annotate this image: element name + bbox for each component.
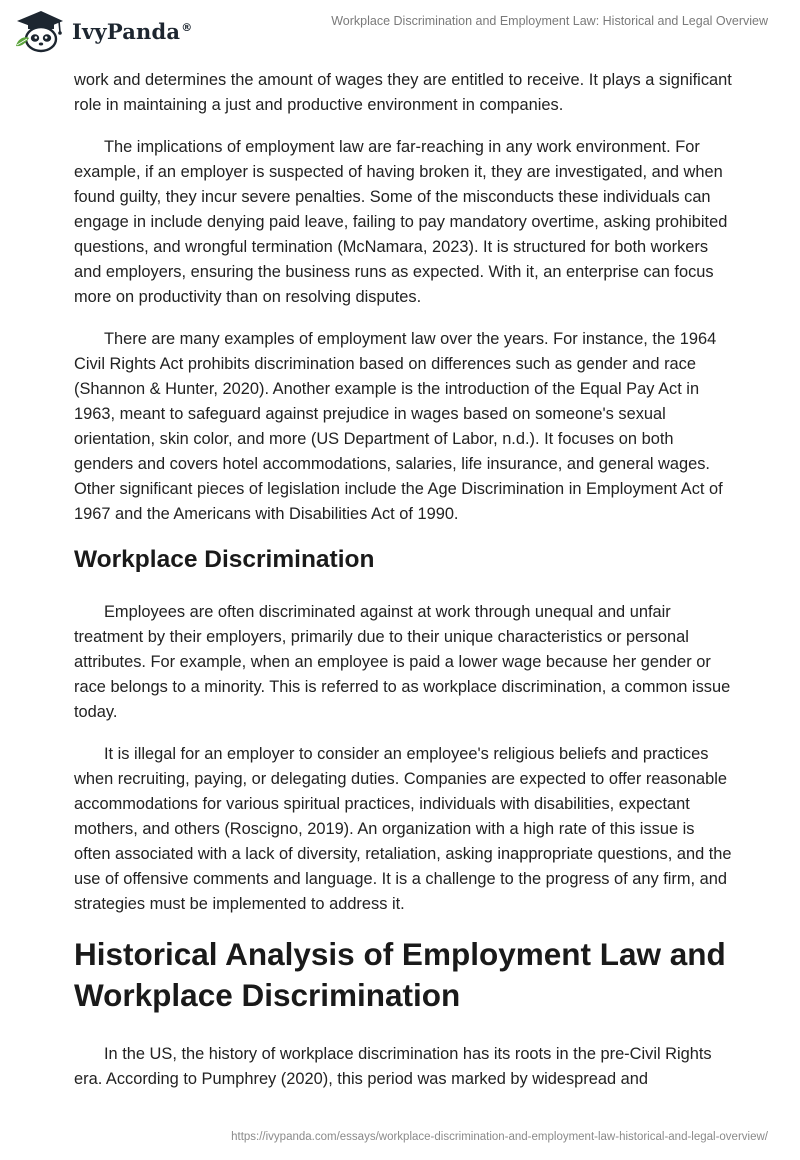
paragraph: There are many examples of employment law over the years. For instance, the 1964 Civil Rights Act prohibits discrimination based on differences such as gender and race (Shannon & Hunter, 2020). Another example is the introduction of the Equal Pay Act in 1963, meant to safeguard against prejudice in wages based on someone's sexual orientation, skin color, and more (US Department of Labor, n.d.). It focuses on both genders and covers hotel accommodations, salaries, life insurance, and general wages. Other significant pieces of legislation include the Age Discrimination in Employment Act of 1967 and the Americans with Disabilities Act of 1990. — [74, 330, 723, 523]
page-header — [0, 0, 800, 56]
paragraph: Employees are often discriminated against at work through unequal and unfair treatment by their employers, primarily due to their unique characteristics or personal attributes. For example, when an employee is paid a lower wage because her gender or race belongs to a minority. This is referred to as workplace discrimination, a common issue today. — [74, 603, 731, 721]
section-heading-workplace-discrimination: Workplace Discrimination — [74, 546, 375, 573]
brand-name: IvyPanda® — [72, 18, 193, 44]
ivypanda-logo[interactable] — [14, 8, 192, 54]
paragraph: work and determines the amount of wages they are entitled to receive. It plays a significant role in maintaining a just and productive environment in companies. — [74, 71, 732, 114]
section-heading-historical-analysis: Historical Analysis of Employment Law and Workplace Discrimination — [74, 936, 726, 1013]
paragraph: It is illegal for an employer to consider an employee's religious beliefs and practices when recruiting, paying, or delegating duties. Companies are expected to offer reasonable accommodations for various spiritual practices, individuals with disabilities, expectant mothers, and others (Roscigno, 2019). An organization with a high rate of this issue is often associated with a lack of diversity, retaliation, asking inappropriate questions, and the use of offensive comments and language. It is a challenge to the progress of any firm, and strategies must be implemented to address it. — [74, 745, 732, 913]
document-title: Workplace Discrimination and Employment Law: Historical and Legal Overview — [331, 14, 768, 28]
paragraph: The implications of employment law are far-reaching in any work environment. For example, if an employer is suspected of having broken it, they are investigated, and when found guilty, they incur severe penalties. Some of the misconducts these individuals can engage in include denying paid leave, failing to pay mandatory overtime, asking prohibited questions, and wrongful termination (McNamara, 2023). It is structured for both workers and employers, ensuring the business runs as expected. With it, an enterprise can focus more on productivity than on resolving disputes. — [74, 138, 728, 306]
essay-body — [74, 68, 734, 1109]
paragraph: In the US, the history of workplace discrimination has its roots in the pre-Civil Rights era. According to Pumphrey (2020), this period was marked by widespread and — [74, 1045, 712, 1088]
panda-graduation-cap-icon — [14, 8, 64, 54]
source-url[interactable]: https://ivypanda.com/essays/workplace-discrimination-and-employment-law-historical-and-legal-overview/ — [231, 1131, 768, 1143]
registered-mark: ® — [181, 20, 193, 34]
